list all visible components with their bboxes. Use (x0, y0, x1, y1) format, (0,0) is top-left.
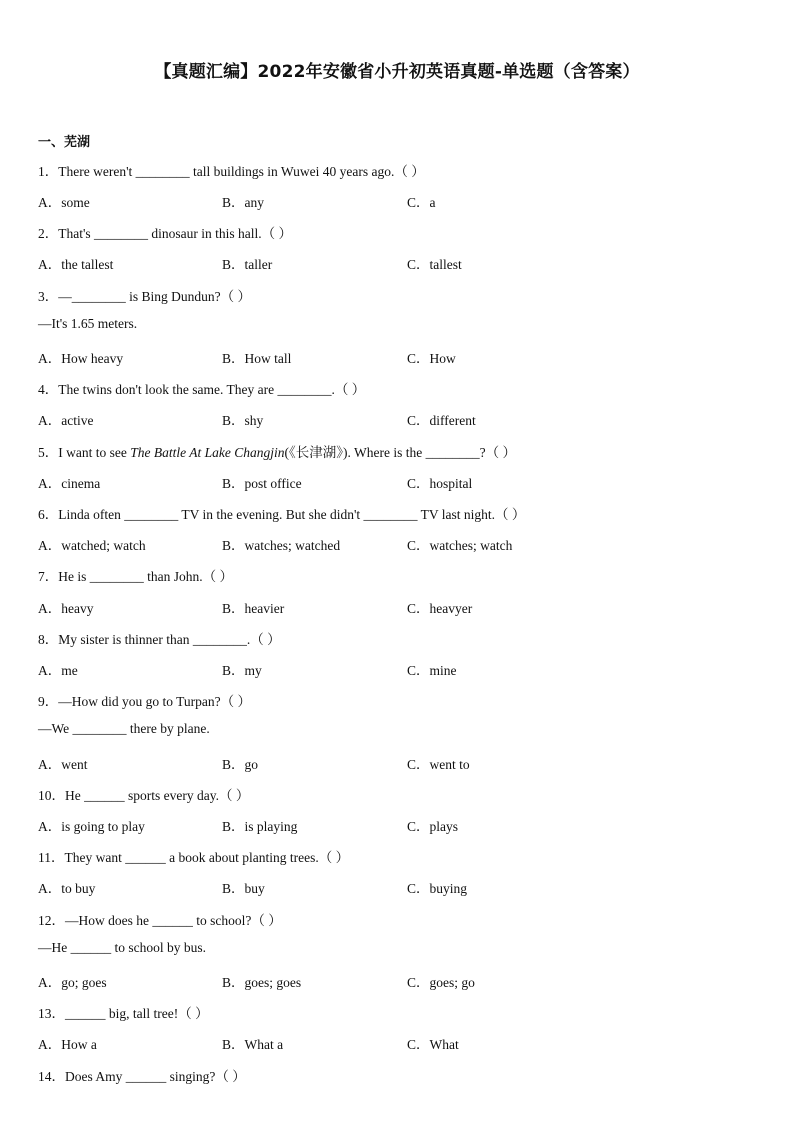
q13-option-c: C．What (407, 1037, 459, 1052)
question-12-response: —He ______ to school by bus. (38, 940, 206, 955)
q8-option-c: C．mine (407, 663, 457, 678)
q5-option-a: A．cinema (38, 476, 101, 491)
question-10: 10．He ______ sports every day.（ ） (38, 788, 250, 803)
q1-option-c: C．a (407, 195, 436, 210)
q2-option-a: A．the tallest (38, 257, 114, 272)
question-9-response: —We ________ there by plane. (38, 721, 210, 736)
q6-option-a: A．watched; watch (38, 538, 146, 553)
q12-option-c: C．goes; go (407, 975, 475, 990)
q9-option-a: A．went (38, 757, 88, 772)
q6-option-c: C．watches; watch (407, 538, 513, 553)
question-11: 11．They want ______ a book about planting trees.（ ） (38, 850, 350, 865)
q10-option-c: C．plays (407, 819, 459, 834)
question-3: 3．—________ is Bing Dundun?（ ） (38, 289, 252, 304)
question-4: 4．The twins don't look the same. They are ________.（ ） (38, 382, 366, 397)
q6-option-b: B．watches; watched (222, 538, 341, 553)
question-3-response: —It's 1.65 meters. (38, 316, 138, 331)
page-title: 【真题汇编】2022年安徽省小升初英语真题-单选题（含答案） (154, 62, 640, 82)
question-12: 12．—How does he ______ to school?（ ） (38, 913, 282, 928)
q1-option-a: A．some (38, 195, 90, 210)
question-5 (38, 441, 516, 461)
q7-option-a: A．heavy (38, 601, 94, 616)
q2-option-c: C．tallest (407, 257, 462, 272)
q3-option-a: A．How heavy (38, 351, 124, 366)
q8-option-a: A．me (38, 663, 78, 678)
q4-option-c: C．different (407, 413, 476, 428)
q9-option-b: B．go (222, 757, 259, 772)
question-1: 1．There weren't ________ tall buildings in Wuwei 40 years ago.（ ） (38, 164, 425, 179)
question-8: 8．My sister is thinner than ________.（ ） (38, 632, 281, 647)
q4-option-a: A．active (38, 413, 94, 428)
q11-option-c: C．buying (407, 881, 468, 896)
q7-option-b: B．heavier (222, 601, 285, 616)
q5-option-b: B．post office (222, 476, 302, 491)
q13-option-b: B．What a (222, 1037, 284, 1052)
question-14: 14．Does Amy ______ singing?（ ） (38, 1069, 246, 1084)
q11-option-b: B．buy (222, 881, 265, 896)
q2-option-b: B．taller (222, 257, 273, 272)
q10-option-b: B．is playing (222, 819, 298, 834)
q7-option-c: C．heavyer (407, 601, 473, 616)
q12-option-a: A．go; goes (38, 975, 107, 990)
q4-option-b: B．shy (222, 413, 264, 428)
q8-option-b: B．my (222, 663, 262, 678)
section-heading: 一、芜湖 (38, 135, 91, 150)
q5-option-c: C．hospital (407, 476, 473, 491)
q13-option-a: A．How a (38, 1037, 97, 1052)
q1-option-b: B．any (222, 195, 264, 210)
q3-option-b: B．How tall (222, 351, 292, 366)
q11-option-a: A．to buy (38, 881, 96, 896)
q5-stem-end: (《长津湖》). Where is the ________?（ ） (284, 445, 516, 460)
q9-option-c: C．went to (407, 757, 470, 772)
q5-movie-title: The Battle At Lake Changjin (130, 445, 285, 460)
q3-option-c: C．How (407, 351, 456, 366)
q12-option-b: B．goes; goes (222, 975, 302, 990)
question-13: 13．______ big, tall tree!（ ） (38, 1006, 209, 1021)
question-7: 7．He is ________ than John.（ ） (38, 569, 233, 584)
q5-stem-start: 5．I want to see (38, 445, 131, 460)
question-6: 6．Linda often ________ TV in the evening. But she didn't ________ TV last night.（ ） (38, 507, 526, 522)
question-9: 9．—How did you go to Turpan?（ ） (38, 694, 252, 709)
question-2: 2．That's ________ dinosaur in this hall.（ ） (38, 226, 293, 241)
q10-option-a: A．is going to play (38, 819, 145, 834)
